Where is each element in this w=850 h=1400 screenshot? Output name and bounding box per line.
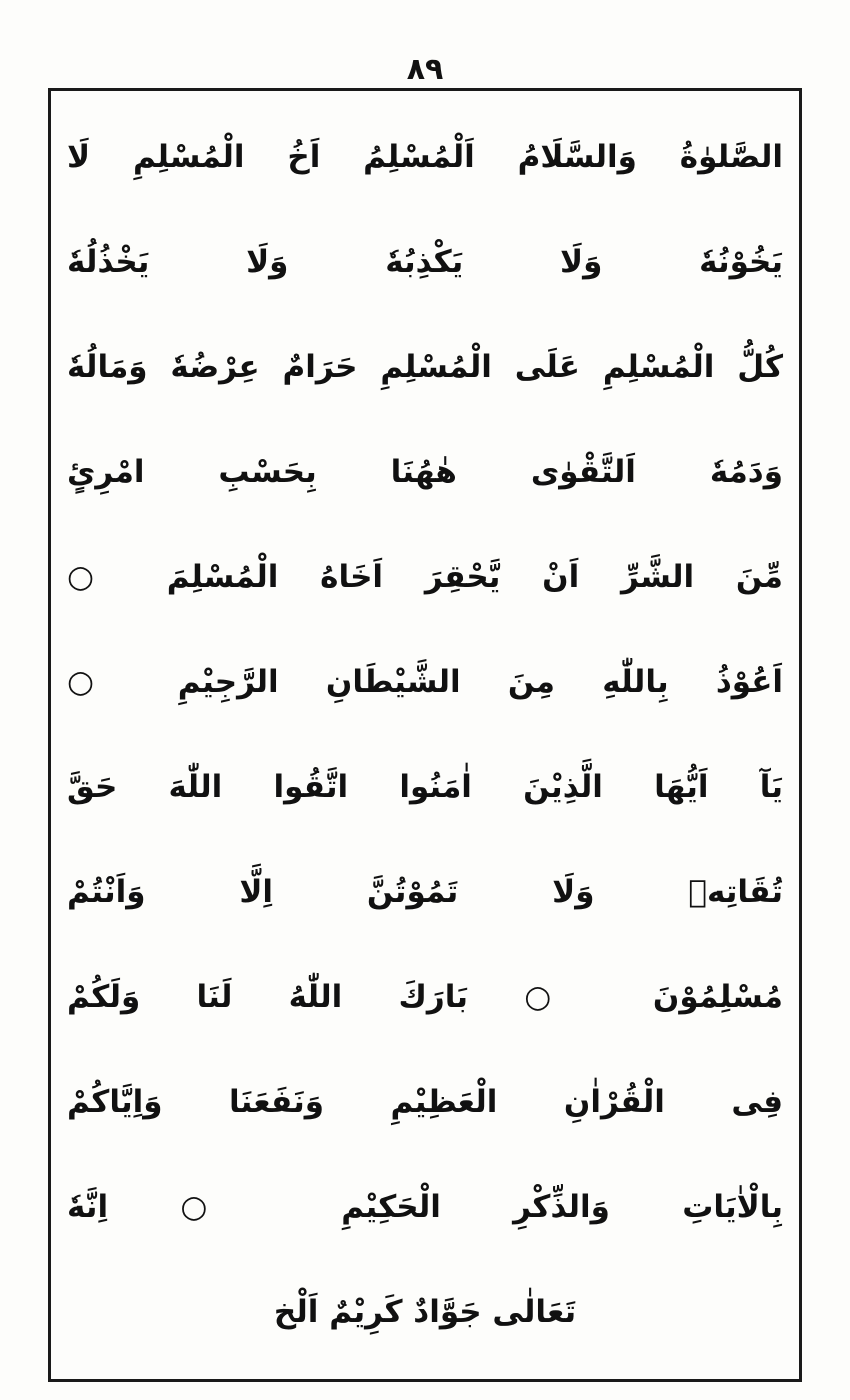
text-line: فِى الْقُرْاٰنِ الْعَظِيْمِ وَنَفَعَنَا وَاِيَّاكُمْ [67, 1084, 783, 1120]
text-line: كُلُّ الْمُسْلِمِ عَلَى الْمُسْلِمِ حَرَامٌ عِرْضُهٗ وَمَالُهٗ [67, 349, 783, 385]
page-number: ۸۹ [406, 52, 444, 87]
arabic-text-block [67, 105, 783, 1365]
text-frame [48, 88, 802, 1382]
text-line: وَدَمُهٗ اَلتَّقْوٰى هٰهُنَا بِحَسْبِ امْرِئٍ [67, 454, 783, 490]
text-line: الصَّلوٰةُ وَالسَّلَامُ اَلْمُسْلِمُ اَخُ الْمُسْلِمِ لَا [67, 139, 783, 175]
text-line: اَعُوْذُ بِاللّٰهِ مِنَ الشَّيْطَانِ الرَّجِيْمِ ○ [67, 664, 783, 700]
text-line: يَخُوْنُهٗ وَلَا يَكْذِبُهٗ وَلَا يَخْذُلُهٗ [67, 244, 783, 280]
text-line: مِّنَ الشَّرِّ اَنْ يَّحْقِرَ اَخَاهُ الْمُسْلِمَ ○ [67, 559, 783, 595]
text-line: تُقَاتِهٖ وَلَا تَمُوْتُنَّ اِلَّا وَاَنْتُمْ [67, 874, 783, 910]
text-line: بِالْاٰيَاتِ وَالذِّكْرِ الْحَكِيْمِ ○ اِنَّهٗ [67, 1189, 783, 1225]
text-line: يَآ اَيُّهَا الَّذِيْنَ اٰمَنُوا اتَّقُوا اللّٰهَ حَقَّ [67, 769, 783, 805]
text-line: تَعَالٰى جَوَّادٌ كَرِيْمٌ اَلْخ [273, 1294, 577, 1330]
text-line: مُسْلِمُوْنَ ○ بَارَكَ اللّٰهُ لَنَا وَلَكُمْ [67, 979, 783, 1015]
